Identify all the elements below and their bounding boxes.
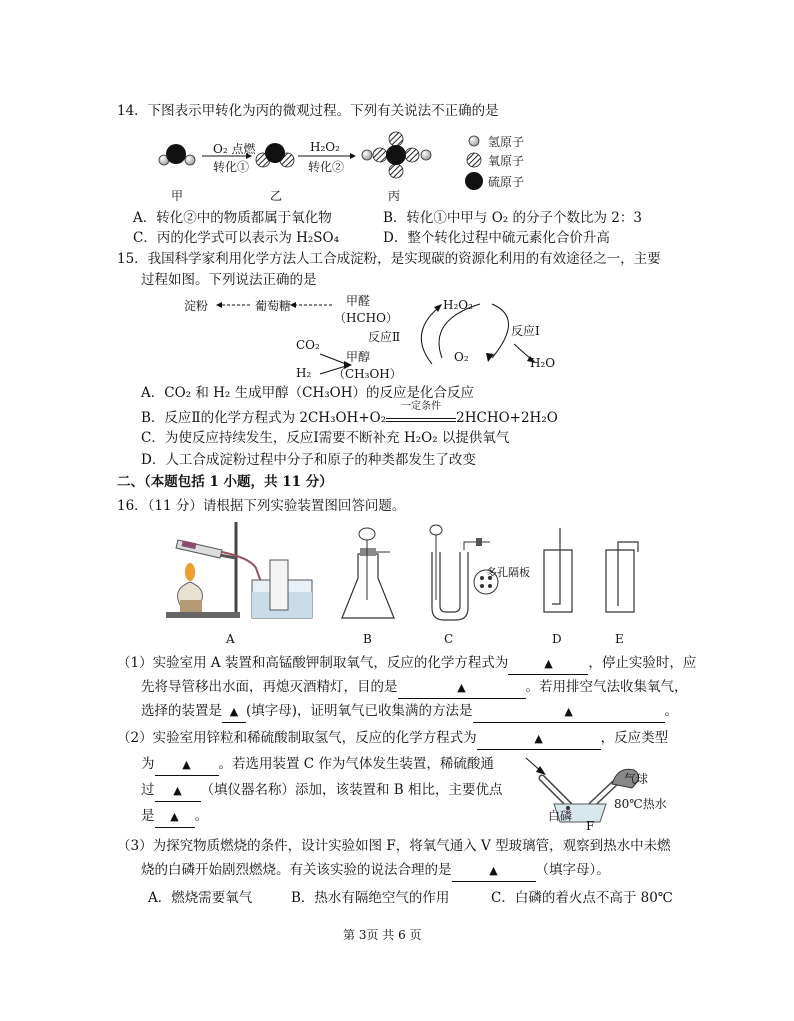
answer-blank-6[interactable] [155,754,219,776]
answer-blank-8[interactable] [155,806,195,828]
label-h2: H₂ [296,366,312,380]
q16-p2-line3 [141,780,503,802]
q16-p1-text-d: 。若用排空气法收集氧气， [525,679,688,695]
blank-mark: ▲ [489,864,498,877]
label-e: E [615,632,624,646]
q14-option-a: A．转化②中的物质都属于氧化物 [133,210,332,226]
answer-blank-4[interactable] [473,701,665,723]
label-d: D [552,632,562,646]
q16-p2-line1 [117,728,668,750]
oxygen-legend-icon [467,153,481,167]
legend-oxygen: 氧原子 [488,154,525,168]
label-a: A [226,632,235,646]
q14-stem: 14．下图表示甲转化为丙的微观过程。下列有关说法不正确的是 [117,103,499,119]
answer-blank-3[interactable] [222,701,246,723]
q16-p2-text-a: （2）实验室用锌粒和稀硫酸制取氢气，反应的化学方程式为 [117,730,477,746]
q16-p1-line1 [117,653,696,675]
label-f: F [586,819,595,833]
answer-blank-1[interactable] [508,653,588,675]
molecule-jia [159,144,195,165]
q16-p3-option-b: B．热水有隔绝空气的作用 [291,890,450,906]
q15-option-b-condition: 一定条件 [401,401,442,412]
q16-p2-text-b: ，反应类型 [600,730,669,746]
legend-sulfur: 硫原子 [488,175,525,189]
q16-p1-text-e: 选择的装置是 [141,703,222,719]
apparatus-d [544,528,572,612]
q15-option-a: A．CO₂ 和 H₂ 生成甲醇（CH₃OH）的反应是化合反应 [141,385,474,401]
label-hot-water: 80℃热水 [614,797,667,811]
name-yi: 乙 [270,189,283,203]
q16-p1-line3 [141,701,678,723]
arrow2-bottom-label: 转化② [308,160,345,174]
apparatus-a [166,522,312,618]
label-balloon: 气球 [624,772,649,786]
q16-p3-text-b: 烧的白磷开始剧烈燃烧。有关该实验的说法合理的是 [141,862,452,878]
q15-stem-line2: 过程如图。下列说法正确的是 [141,272,317,288]
q16-p3-text-c: （填字母）。 [535,862,610,878]
name-jia: 甲 [171,189,184,203]
page-footer: 第 3页 共 6 页 [343,928,422,942]
q16-stem: 16．（11 分）请根据下列实验装置图回答问题。 [117,498,406,514]
q15-option-b-equals [386,418,456,422]
q16-p1-text-a: （1）实验室用 A 装置和高锰酸钾制取氧气，反应的化学方程式为 [117,655,509,671]
q16-p2-line4 [141,806,208,828]
label-white-phosphorus: 白磷 [548,809,573,823]
q16-p1-line2 [141,677,688,699]
blank-mark: ▲ [544,657,553,670]
answer-blank-2[interactable] [398,677,526,699]
q16-p2-line2 [141,754,494,776]
arrow1-top-label: O₂ 点燃 [213,142,256,156]
q14-option-d: D．整个转化过程中硫元素化合价升高 [383,230,610,246]
apparatus-e [606,542,638,612]
label-starch: 淀粉 [184,299,209,313]
q15-option-c: C．为使反应持续发生，反应Ⅰ需要不断补充 H₂O₂ 以提供氧气 [141,430,510,446]
q16-p1-text-c: 先将导管移出水面，再熄灭酒精灯，目的是 [141,679,398,695]
section-2-heading: 二、（本题包括 1 小题，共 11 分） [117,474,333,490]
q16-apparatus-figure [160,520,640,630]
label-o2: O₂ [454,350,469,364]
label-reaction-2: 反应Ⅱ [368,330,401,344]
answer-blank-9[interactable] [452,860,536,882]
blank-mark: ▲ [457,681,466,694]
q15-stem-line1: 15．我国科学家利用化学方法人工合成淀粉，是实现碳的资源化利用的有效途径之一，主要 [117,251,661,267]
q16-p2-text-c: 为 [141,756,155,772]
blank-mark: ▲ [182,758,191,771]
q15-option-b-lhs: B．反应Ⅱ的化学方程式为 2CH₃OH+O₂ [141,410,387,426]
q16-p1-text-b: ，停止实验时，应 [588,655,697,671]
q14-option-c: C．丙的化学式可以表示为 H₂SO₄ [133,230,340,246]
blank-mark: ▲ [229,705,239,718]
q15-option-b-rhs: 2HCHO+2H₂O [456,410,558,426]
hydrogen-legend-icon [469,136,479,146]
label-formaldehyde-formula: （HCHO） [334,311,398,325]
molecule-yi [256,143,294,167]
label-b: B [363,632,372,646]
q16-p3-line1: （3）为探究物质燃烧的条件，设计实验如图 F，将氧气通入 V 型玻璃管，观察到热水中未燃 [117,838,671,854]
blank-mark: ▲ [564,705,573,718]
q16-p2-text-h: 。 [194,808,208,824]
q16-p3-option-c: C．白磷的着火点不高于 80℃ [491,890,673,906]
q14-option-b: B．转化①中甲与 O₂ 的分子个数比为 2：3 [383,210,642,226]
blank-mark: ▲ [534,732,543,745]
label-methanol: 甲醇 [346,350,371,364]
label-c: C [444,632,454,646]
blank-mark: ▲ [170,810,179,823]
q15-option-b [141,401,558,428]
label-glucose: 葡萄糖 [255,299,292,313]
q15-option-d: D．人工合成淀粉过程中分子和原子的种类都发生了改变 [141,452,476,468]
q16-p1-text-f: (填字母)，证明氧气已收集满的方法是 [246,703,473,719]
arrow1-bottom-label: 转化① [213,160,250,174]
q16-p2-text-f: （填仪器名称）添加，该装置和 B 相比，主要优点 [200,782,503,798]
label-h2o2: H₂O₂ [443,298,473,312]
label-h2o: H₂O [530,356,556,370]
q16-p2-text-e: 过 [141,782,155,798]
blank-mark: ▲ [173,784,182,797]
sulfur-legend-icon [465,172,483,190]
answer-blank-7[interactable] [155,780,201,802]
q16-p3-line2 [141,860,610,882]
label-methanol-formula: （CH₃OH） [333,367,402,381]
molecule-bing [362,132,431,178]
q16-p3-option-a: A．燃烧需要氧气 [148,890,253,906]
porous-plate-label: 多孔隔板 [486,566,530,579]
label-formaldehyde: 甲醛 [346,294,371,308]
q16-p1-text-g: 。 [664,703,679,719]
label-co2: CO₂ [296,338,320,352]
legend-hydrogen: 氢原子 [488,135,525,149]
q16-p2-text-g: 是 [141,808,155,824]
arrow2-top-label: H₂O₂ [310,140,340,154]
q16-p2-text-d: 。若选用装置 C 作为气体发生装置，稀硫酸通 [218,756,494,772]
name-bing: 丙 [388,189,401,203]
answer-blank-5[interactable] [477,728,601,750]
label-reaction-1: 反应Ⅰ [511,324,540,338]
apparatus-b [342,528,394,618]
